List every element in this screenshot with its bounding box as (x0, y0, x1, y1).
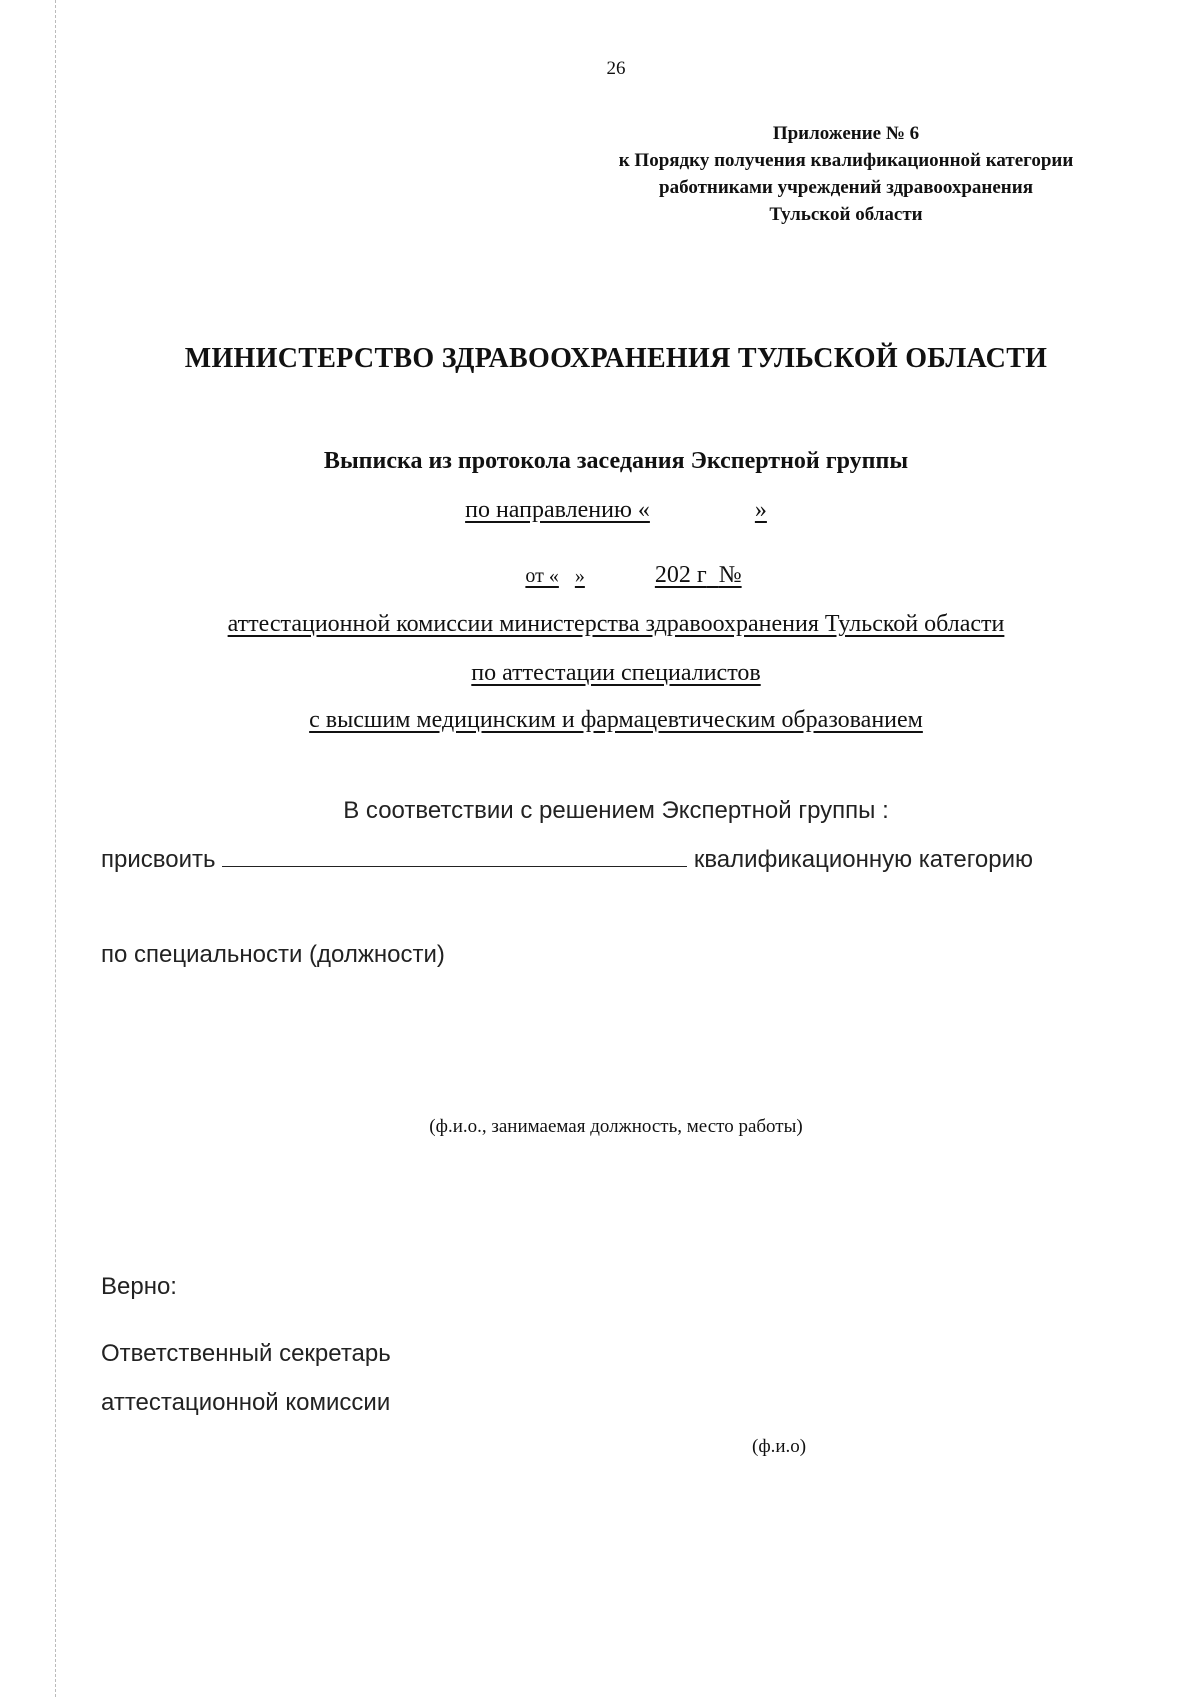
decision-intro: В соответствии с решением Экспертной группы : (343, 797, 889, 824)
person-hint: (ф.и.о., занимаемая должность, место работы) (429, 1116, 803, 1137)
category-blank (222, 866, 687, 867)
appendix-block (619, 120, 1074, 228)
appendix-line: к Порядку получения квалификационной категории (618, 150, 1074, 171)
direction-suffix: » (754, 497, 767, 523)
direction-prefix: по направлению « (465, 497, 650, 523)
ministry-title: МИНИСТЕРСТВО ЗДРАВООХРАНЕНИЯ ТУЛЬСКОЙ ОБЛАСТИ (184, 343, 1048, 374)
direction-line (465, 497, 767, 524)
assign-prefix: присвоить (101, 846, 216, 873)
date-from: от « (525, 565, 559, 587)
certified-label: Верно: (101, 1273, 177, 1300)
assign-line (101, 846, 1033, 874)
secretary-name-hint: (ф.и.о) (752, 1436, 807, 1457)
appendix-line: работниками учреждений здравоохранения (659, 177, 1033, 198)
date-line (490, 562, 741, 589)
date-close: » (574, 565, 585, 587)
date-number: № (718, 562, 742, 588)
assign-suffix: квалификационную категорию (693, 846, 1034, 873)
secretary-line1: Ответственный секретарь (101, 1340, 391, 1367)
date-year: 202 г (654, 562, 707, 588)
extract-title: Выписка из протокола заседания Экспертной группы (323, 448, 909, 474)
commission-line: аттестационной комиссии министерства здравоохранения Тульской области (227, 611, 1005, 637)
commission-line: по аттестации специалистов (471, 660, 761, 686)
commission-line: с высшим медицинским и фармацевтическим образованием (309, 707, 923, 733)
page-number: 26 (606, 58, 626, 79)
secretary-line2: аттестационной комиссии (101, 1389, 391, 1416)
specialty-label: по специальности (должности) (101, 941, 445, 968)
scan-margin-line (55, 0, 56, 1697)
appendix-line: Приложение № 6 (772, 123, 920, 144)
appendix-line: Тульской области (769, 204, 923, 225)
